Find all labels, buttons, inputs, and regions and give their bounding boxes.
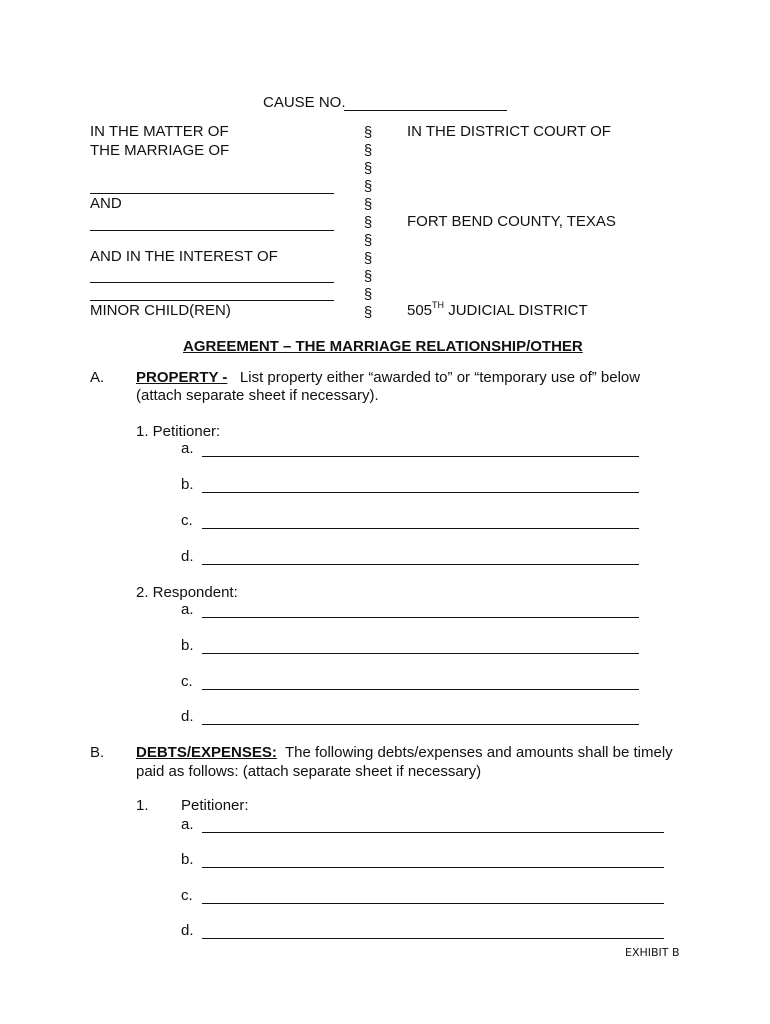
petitioner-debt-d-field[interactable] [202,938,664,939]
item-label: a. [181,601,194,618]
respondent-property-b-field[interactable] [202,653,639,654]
section-symbol: § [363,142,373,159]
item-label: a. [181,816,194,833]
respondent-property-a-field[interactable] [202,617,639,618]
cause-number-label: CAUSE NO. [263,94,346,111]
petitioner-property-a-field[interactable] [202,456,639,457]
respondent-property-d-field[interactable] [202,724,639,725]
matter-line-2: THE MARRIAGE OF [90,142,230,159]
cause-number-field[interactable] [344,110,507,111]
respondent-property-c-field[interactable] [202,689,639,690]
respondent-label: 2. Respondent: [136,584,238,601]
item-label: c. [181,887,193,904]
exhibit-label: EXHIBIT B [625,946,680,959]
interest-of-label: AND IN THE INTEREST OF [90,248,278,265]
section-a-heading: PROPERTY - [136,369,228,386]
section-symbol: § [363,232,373,249]
section-symbol: § [363,250,373,267]
party-2-name-field[interactable] [90,230,334,231]
item-label: a. [181,440,194,457]
section-symbol: § [363,178,373,195]
section-symbol: § [363,304,373,321]
section-b-petitioner-label: Petitioner: [181,797,249,814]
item-label: d. [181,922,194,939]
petitioner-debt-c-field[interactable] [202,903,664,904]
child-1-name-field[interactable] [90,282,334,283]
section-b-heading: DEBTS/EXPENSES: [136,744,277,761]
county-line: FORT BEND COUNTY, TEXAS [407,213,616,230]
section-symbol: § [363,160,373,177]
section-symbol: § [363,214,373,231]
minor-children-label: MINOR CHILD(REN) [90,302,231,319]
district-superscript: TH [432,300,445,310]
section-symbol: § [363,268,373,285]
court-line: IN THE DISTRICT COURT OF [407,123,611,140]
section-b-text-1: The following debts/expenses and amounts shall be timely [284,744,673,761]
petitioner-property-c-field[interactable] [202,528,639,529]
item-label: d. [181,548,194,565]
petitioner-property-b-field[interactable] [202,492,639,493]
item-label: c. [181,673,193,690]
item-label: b. [181,476,194,493]
district-line [407,302,588,320]
district-suffix: JUDICIAL DISTRICT [444,302,588,319]
item-label: d. [181,708,194,725]
section-b-number: 1. [136,797,149,814]
petitioner-debt-a-field[interactable] [202,832,664,833]
section-b-line-1 [136,744,673,762]
district-number: 505 [407,302,433,319]
section-symbol: § [363,124,373,141]
document-title: AGREEMENT – THE MARRIAGE RELATIONSHIP/OTHER [183,338,583,355]
item-label: b. [181,637,194,654]
section-symbol: § [363,286,373,303]
petitioner-debt-b-field[interactable] [202,867,664,868]
item-label: b. [181,851,194,868]
section-a-line-1 [136,369,640,387]
section-a-text-1: List property either “awarded to” or “temporary use of” below [239,369,641,386]
item-label: c. [181,512,193,529]
and-label: AND [90,195,122,212]
section-symbol: § [363,196,373,213]
section-a-letter: A. [90,369,105,386]
party-1-name-field[interactable] [90,193,334,194]
section-a-text-2: (attach separate sheet if necessary). [136,387,379,404]
section-b-text-2: paid as follows: (attach separate sheet if necessary) [136,763,482,780]
section-b-letter: B. [90,744,105,761]
child-2-name-field[interactable] [90,300,334,301]
matter-line-1: IN THE MATTER OF [90,123,229,140]
petitioner-property-d-field[interactable] [202,564,639,565]
petitioner-label: 1. Petitioner: [136,423,221,440]
